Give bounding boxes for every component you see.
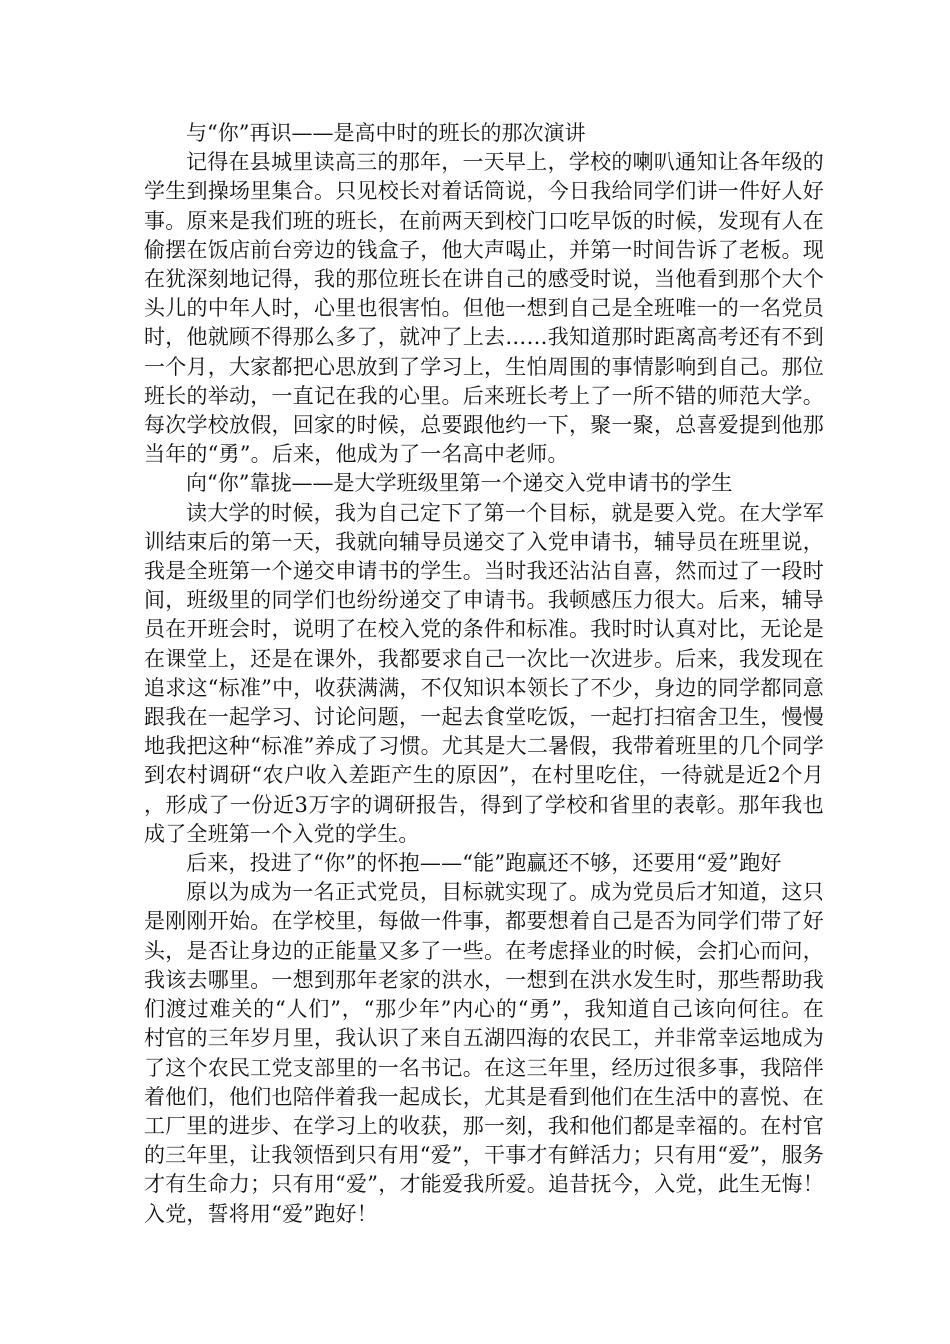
section-3-heading: 后来，投进了“你”的怀抱——“能”跑赢还不够，还要用“爱”跑好 bbox=[186, 851, 782, 876]
section-2-heading: 向“你”靠拢——是大学班级里第一个递交入党申请书的学生 bbox=[186, 471, 733, 496]
section-1-heading: 与“你”再识——是高中时的班长的那次演讲 bbox=[186, 121, 586, 145]
section-1-body: 记得在县城里读高三的那年，一天早上，学校的喇叭通知让各年级的学生到操场里集合。只见校长对着话筒说，今日我给同学们讲一件好人好事。原来是我们班的班长，在前两天到校门口吃早饭的时候，发现有人在偷摆在饭店前台旁边的钱盒子，他大声喝止，并第一时间告诉了老板。现在犹深刻地记得，我的那位班长在讲自己的感受时说，当他看到那个大个头儿的中年人时，心里也很害怕。但他一想到自己是全班唯一的一名党员时，他就顾不得那么多了，就冲了上去……我知道那时距离高考还有不到一个月，大家都把心思放到了学习上，生怕周围的事情影响到自己。那位班长的举动，一直记在我的心里。后来班长考上了一所不错的师范大学。每次学校放假，回家的时候，总要跟他约一下，聚一聚，总喜爱提到他那当年的“勇”。后来，他成为了一名高中老师。 bbox=[144, 150, 824, 467]
section-2-body: 读大学的时候，我为自己定下了第一个目标，就是要入党。在大学军训结束后的第一天，我就向辅导员递交了入党申请书，辅导员在班里说，我是全班第一个递交申请书的学生。当时我还沾沾自喜，然而过了一段时间，班级里的同学们也纷纷递交了申请书。我顿感压力很大。后来，辅导员在开班会时，说明了在校入党的条件和标准。我时时认真对比，无论是在课堂上，还是在课外，我都要求自己一次比一次进步。后来，我发现在追求这“标准”中，收获满满，不仅知识本领长了不少，身边的同学都同意跟我在一起学习、讨论问题，一起去食堂吃饭，一起打扫宿舍卫生，慢慢地我把这种“标准”养成了习惯。尤其是大二暑假，我带着班里的几个同学到农村调研“农户收入差距产生的原因”，在村里吃住，一待就是近2个月，形成了一份近3万字的调研报告，得到了学校和省里的表彰。那年我也成了全班第一个入党的学生。 bbox=[144, 500, 824, 846]
section-3-body: 原以为成为一名正式党员，目标就实现了。成为党员后才知道，这只是刚刚开始。在学校里，每做一件事，都要想着自己是否为同学们带了好头，是否让身边的正能量又多了一些。在考虑择业的时候，会扪心而问，我该去哪里。一想到那年老家的洪水，一想到在洪水发生时，那些帮助我们渡过难关的“人们”，“那少年”内心的“勇”，我知道自己该向何往。在村官的三年岁月里，我认识了来自五湖四海的农民工，并非常幸运地成为了这个农民工党支部里的一名书记。在这三年里，经历过很多事，我陪伴着他们，他们也陪伴着我一起成长，尤其是看到他们在生活中的喜悦、在工厂里的进步、在学习上的收获，那一刻，我和他们都是幸福的。在村官的三年里，让我领悟到只有用“爱”，干事才有鲜活力；只有用“爱”，服务才有生命力；只有用“爱”，才能爱我所爱。追昔抚今，入党，此生无悔！入党，誓将用“爱”跑好！ bbox=[144, 880, 824, 1226]
document-page bbox=[144, 119, 824, 1229]
